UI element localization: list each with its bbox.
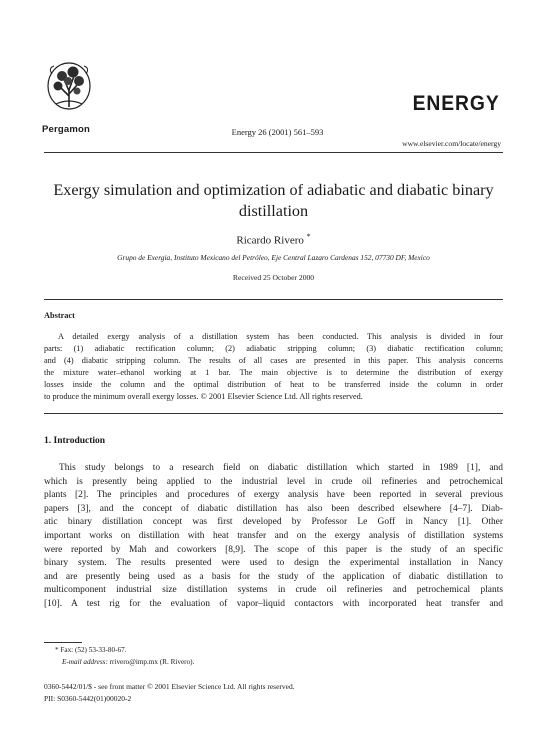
footnote-fax: * Fax: (52) 53-33-80-67. [55,646,127,654]
body-line: plants [2]. The principles and procedures of exergy analysis have been reported in several previous [44,490,503,501]
abstract-body [44,331,503,403]
abstract-line: losses inside the column and the optimal distribution of heat to be transferred inside the column in order [44,380,503,389]
body-line: multicomponent industrial size distillation systems in crude oil refineries and petrochemical plants [44,585,503,596]
publisher-name: Pergamon [42,124,91,135]
section-heading-introduction: 1. Introduction [44,436,106,446]
journal-brand: ENERGY [412,92,500,115]
body-line: atic binary distillation concept was first developed by Professor Le Goff in Nancy [1]. Other [44,517,503,528]
abstract-bottom-rule [44,413,503,414]
author-name: Ricardo Rivero [236,234,304,247]
header-rule [44,152,503,153]
introduction-body [44,462,503,612]
tree-emblem-icon [44,60,94,114]
journal-citation: Energy 26 (2001) 561–593 [231,127,324,137]
pii-line: PII: S0360-5442(01)00020-2 [44,694,132,703]
abstract-line: the mixture water–ethanol working at 1 bar. The main objective is to determine the distribution of exergy [44,368,503,377]
issn-line: 0360-5442/01/$ - see front matter © 2001 Elsevier Science Ltd. All rights reserved. [44,682,295,691]
abstract-heading: Abstract [44,311,75,320]
email-label: E-mail address: [62,658,108,666]
article-title: Exergy simulation and optimization of adiabatic and diabatic binary distillation [53,181,494,220]
body-line: [10]. A test rig for the evaluation of vapor–liquid contactors with incorporated heat transfer and [44,598,503,609]
abstract-top-rule [44,299,503,300]
body-line: were reported by Mah and coworkers [8,9]. The scope of this paper is the study of an specific [44,544,503,555]
body-line: and are presently being used as a basis for the study of the application of diabatic distillation to [44,571,503,582]
author [0,232,547,247]
body-line: important works on distillation with heat transfer and on the exergy analysis of distillation systems [44,530,503,541]
publisher-logo [44,60,94,114]
abstract-line: to produce the minimum overall exergy losses. © 2001 Elsevier Science Ltd. All rights reserved. [44,392,363,401]
footnote-rule [44,642,82,643]
abstract-line: A detailed exergy analysis of a distillation system has been conducted. This analysis is divided in four [58,332,503,341]
body-line: papers [3], and the concept of diabatic distillation has also been described elsewhere [4–7]. Diab- [44,503,503,514]
journal-url[interactable]: www.elsevier.com/locate/energy [402,139,501,148]
email-address[interactable]: rrivero@imp.mx (R. Rivero). [109,658,195,666]
body-line: which is presently being applied to the industrial level in crude oil refineries and petrochemical [44,476,503,487]
received-date: Received 25 October 2000 [232,273,315,282]
body-line: This study belongs to a research field on diabatic distillation which started in 1989 [1], and [59,463,503,473]
author-footnote-mark: * [306,232,311,241]
affiliation: Grupo de Exergia, Instituto Mexicano del Petróleo, Eje Central Lazaro Cardenas 152, 07730 DF, Mexico [117,253,430,262]
footnote-email [62,658,194,666]
abstract-line: parts: (1) adiabatic rectification column; (2) adiabatic stripping column; (3) diabatic rectification column; [44,344,503,353]
abstract-line: and (4) diabatic stripping column. The results of all cases are presented in this paper. This analysis concerns [44,356,503,365]
body-line: binary system. The results presented were used to design the experimental installation in Nancy [44,558,503,569]
